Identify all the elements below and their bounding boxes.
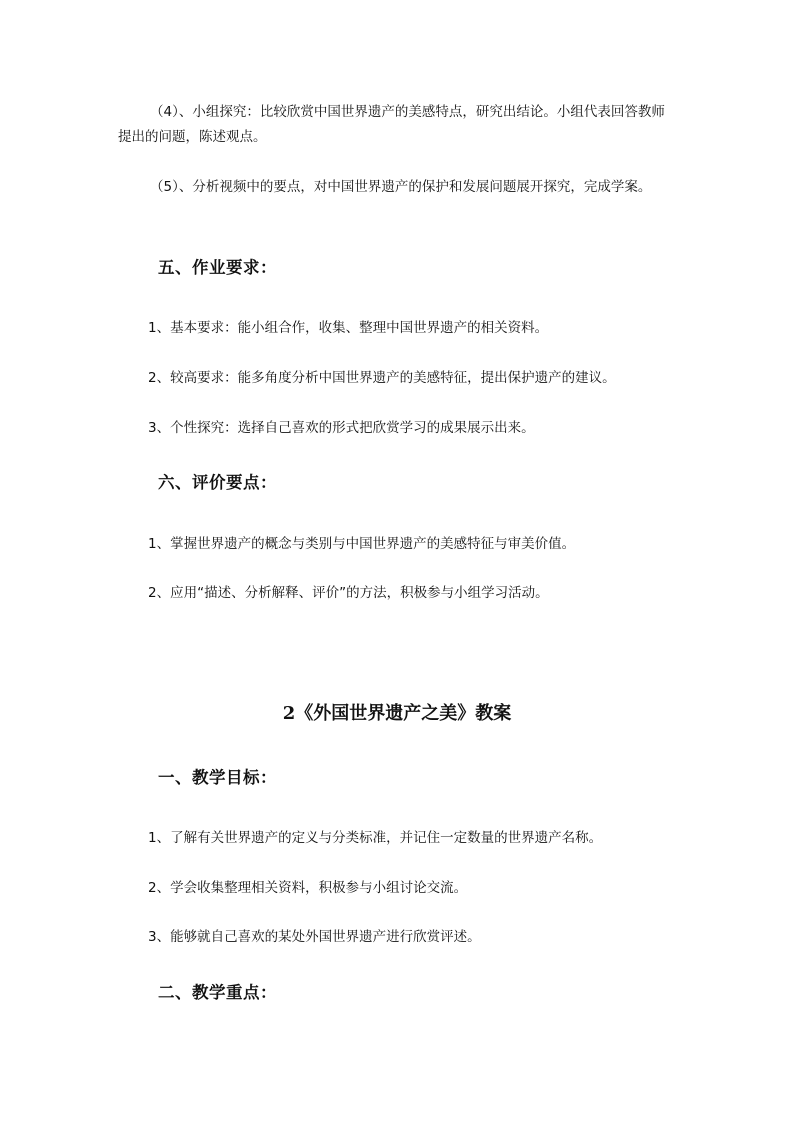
paragraph-step-5 xyxy=(118,175,678,200)
heading-homework: 五、作业要求： xyxy=(158,258,277,277)
heading-objectives: 一、教学目标： xyxy=(158,768,277,787)
homework-item-3: 3、个性探究：选择自己喜欢的形式把欣赏学习的成果展示出来。 xyxy=(148,420,535,436)
homework-item-2: 2、较高要求：能多角度分析中国世界遗产的美感特征，提出保护遗产的建议。 xyxy=(148,370,616,386)
heading-key-points: 二、教学重点： xyxy=(158,983,277,1002)
homework-item-1: 1、基本要求：能小组合作，收集、整理中国世界遗产的相关资料。 xyxy=(148,320,549,336)
objective-item-2: 2、学会收集整理相关资料，积极参与小组讨论交流。 xyxy=(148,880,468,896)
evaluation-item-1: 1、掌握世界遗产的概念与类别与中国世界遗产的美感特征与审美价值。 xyxy=(148,536,576,552)
objective-item-1: 1、了解有关世界遗产的定义与分类标准，并记住一定数量的世界遗产名称。 xyxy=(148,830,603,846)
paragraph-step-5-text: （5）、分析视频中的要点，对中国世界遗产的保护和发展问题展开探究，完成学案。 xyxy=(150,179,652,195)
objective-item-3: 3、能够就自己喜欢的某处外国世界遗产进行欣赏评述。 xyxy=(148,929,481,945)
heading-evaluation: 六、评价要点： xyxy=(158,473,277,492)
paragraph-step-4-text: （4）、小组探究：比较欣赏中国世界遗产的美感特点，研究出结论。小组代表回答教师提出的问题，陈述观点。 xyxy=(118,104,665,145)
evaluation-item-2: 2、应用“描述、分析解释、评价”的方法，积极参与小组学习活动。 xyxy=(148,585,549,601)
lesson-title: 2《外国世界遗产之美》教案 xyxy=(282,703,512,724)
paragraph-step-4 xyxy=(118,100,678,150)
